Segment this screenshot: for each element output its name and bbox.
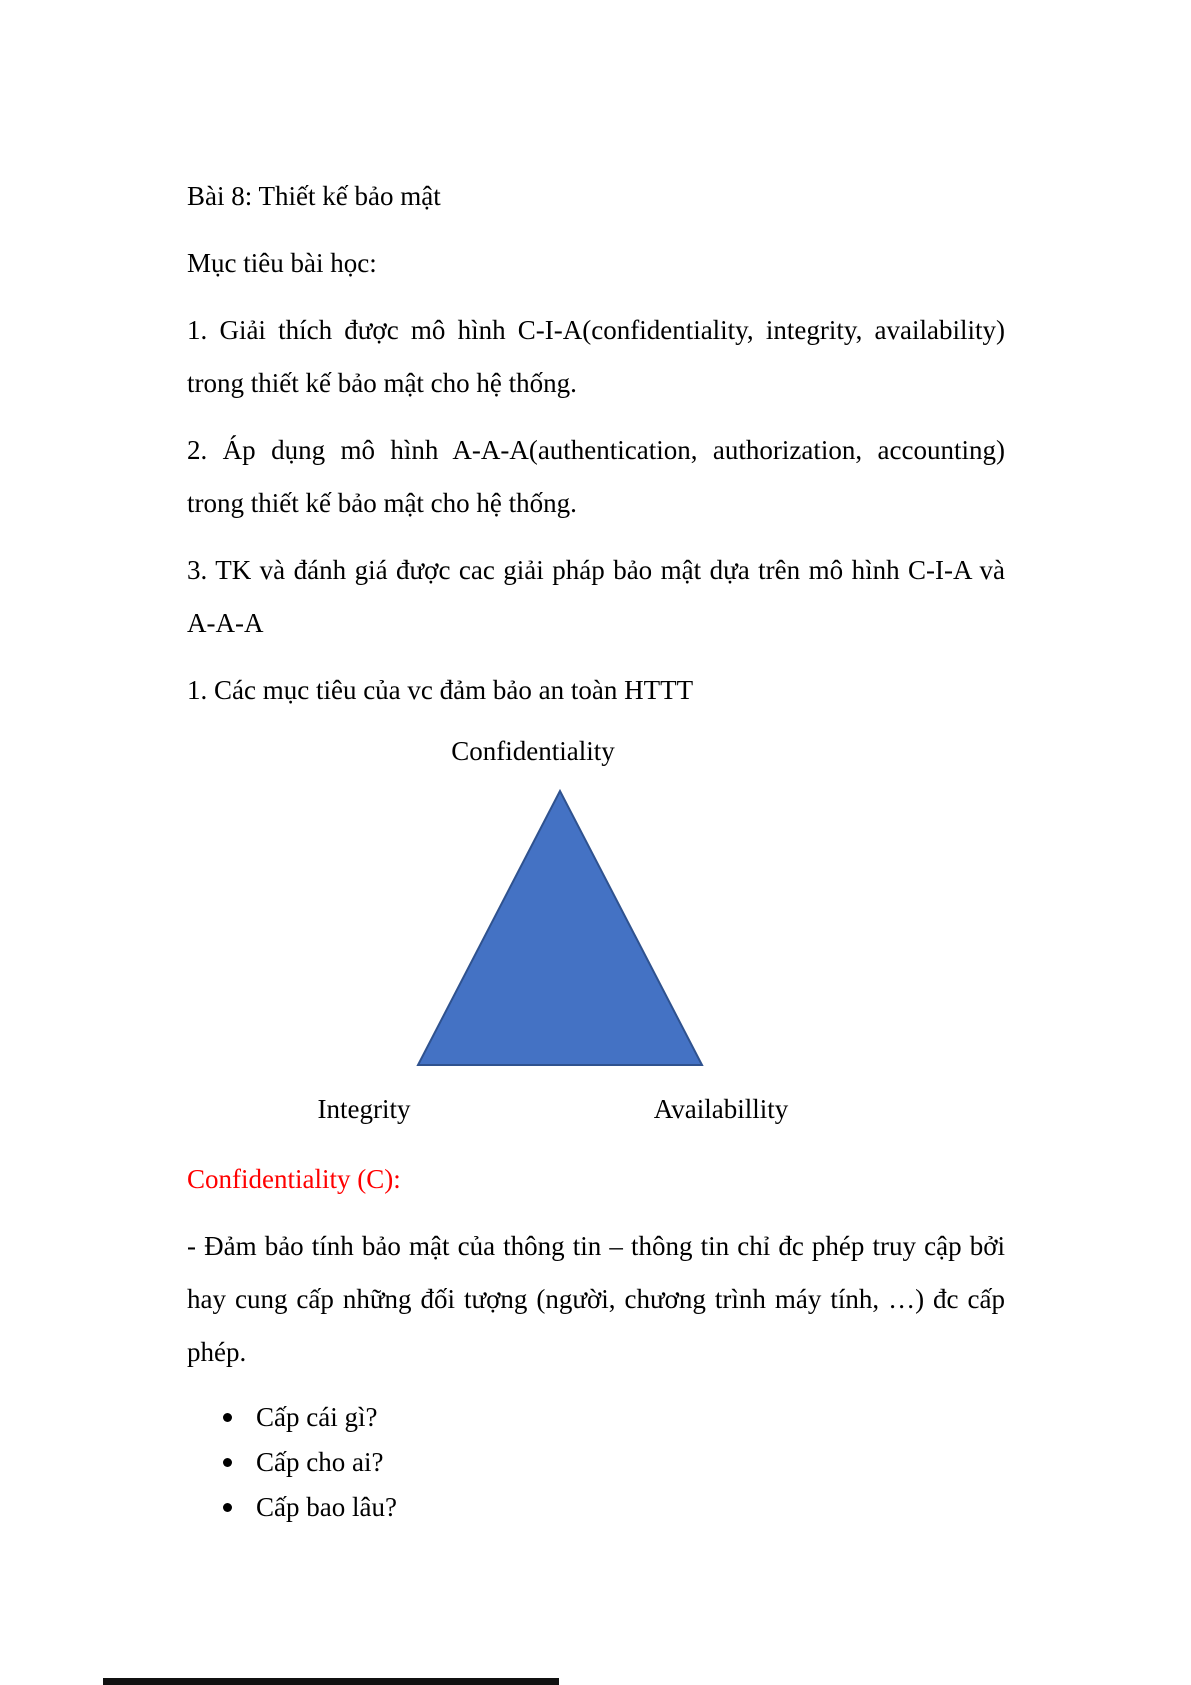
- triangle-bottom-left-label: Integrity: [317, 1094, 411, 1124]
- triangle-top-label: Confidentiality: [451, 736, 615, 766]
- bullet-text: Cấp cái gì?: [256, 1402, 378, 1432]
- triangle-shape: [414, 787, 706, 1069]
- cia-triangle-diagram: [187, 731, 1005, 1143]
- confidentiality-paragraph: - Đảm bảo tính bảo mật của thông tin – thông tin chỉ đc phép truy cập bởi hay cung cấp những đối tượng (người, chương trình máy tính, …) đc cấp phép.: [187, 1231, 1005, 1367]
- list-item: [223, 1395, 1005, 1440]
- bullet-icon: [223, 1458, 232, 1467]
- document-content: [187, 170, 1005, 1530]
- objective-2: 2. Áp dụng mô hình A-A-A(authentication, authorization, accounting) trong thiết kế bảo mật cho hệ thống.: [187, 435, 1005, 518]
- bullet-icon: [223, 1503, 232, 1512]
- triangle-bottom-right-label: Availabillity: [653, 1094, 789, 1124]
- confidentiality-bullet-list: [187, 1395, 1005, 1530]
- bullet-text: Cấp cho ai?: [256, 1447, 384, 1477]
- document-title: Bài 8: Thiết kế bảo mật: [187, 181, 441, 211]
- triangle-polygon: [418, 791, 702, 1065]
- next-page-table-edge: [103, 1678, 559, 1685]
- objective-1: 1. Giải thích được mô hình C-I-A(confidentiality, integrity, availability) trong thiết kế bảo mật cho hệ thống.: [187, 315, 1005, 398]
- list-item: [223, 1440, 1005, 1485]
- intro-line: Mục tiêu bài học:: [187, 248, 377, 278]
- objective-3: 3. TK và đánh giá được cac giải pháp bảo mật dựa trên mô hình C-I-A và A-A-A: [187, 555, 1005, 638]
- confidentiality-heading: Confidentiality (C):: [187, 1164, 401, 1194]
- bullet-icon: [223, 1413, 232, 1422]
- bullet-text: Cấp bao lâu?: [256, 1492, 397, 1522]
- list-item: [223, 1485, 1005, 1530]
- section1-heading: 1. Các mục tiêu của vc đảm bảo an toàn HTTT: [187, 675, 694, 705]
